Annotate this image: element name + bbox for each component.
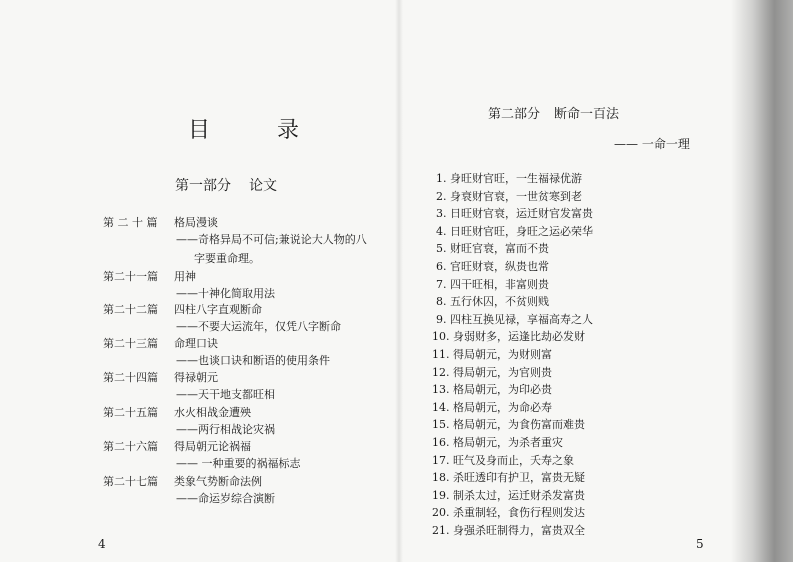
chapter-number: 第二十三篇 bbox=[103, 337, 158, 350]
rule-item: 10. 身弱财多，运逢比劫必发财 bbox=[432, 330, 585, 343]
chapter-subtitle: —— 一种重要的祸福标志 bbox=[176, 457, 301, 470]
chapter-number: 第二十四篇 bbox=[103, 371, 158, 384]
page-number-right: 5 bbox=[696, 537, 704, 551]
chapter-number: 第二十七篇 bbox=[103, 475, 158, 488]
rule-item: 18. 杀旺透印有护卫，富贵无疑 bbox=[432, 471, 585, 484]
part2-label: 第二部分 bbox=[488, 107, 541, 122]
rule-item: 2. 身衰财官衰，一世贫寒到老 bbox=[436, 190, 582, 203]
chapter-title: 用神 bbox=[174, 270, 196, 283]
chapter-title: 格局漫谈 bbox=[174, 216, 218, 229]
chapter-number: 第二十六篇 bbox=[103, 440, 158, 453]
chapter-subtitle: ——也谈口诀和断语的使用条件 bbox=[176, 354, 330, 367]
rule-item: 16. 格局朝元，为杀者重灾 bbox=[432, 436, 563, 449]
rule-item: 6. 官旺财衰，纵贵也常 bbox=[436, 260, 549, 273]
part1-title: 论文 bbox=[249, 178, 277, 194]
chapter-title: 水火相战金遭殃 bbox=[174, 406, 251, 419]
chapter-title: 四柱八字直观断命 bbox=[174, 303, 262, 316]
chapter-title: 类象气势断命法例 bbox=[174, 475, 262, 488]
part2-title: 断命一百法 bbox=[554, 107, 620, 122]
chapter-title: 得禄朝元 bbox=[174, 371, 218, 384]
chapter-number: 第二十五篇 bbox=[103, 406, 158, 419]
chapter-subtitle: 字要重命理。 bbox=[194, 252, 260, 265]
rule-item: 3. 日旺财官衰，运迁财官发富贵 bbox=[436, 207, 593, 220]
chapter-subtitle: ——不要大运流年，仅凭八字断命 bbox=[176, 320, 341, 333]
page-number-left: 4 bbox=[98, 537, 106, 551]
rule-item: 4. 日旺财官旺，身旺之运必荣华 bbox=[436, 225, 593, 238]
rule-item: 8. 五行休囚，不贫则贱 bbox=[436, 295, 549, 308]
chapter-subtitle: ——奇格异局不可信;兼说论大人物的八 bbox=[176, 233, 367, 246]
page-edge-shadow bbox=[731, 0, 793, 562]
toc-title: 目 录 bbox=[188, 118, 329, 143]
chapter-number: 第二十一篇 bbox=[103, 270, 158, 283]
right-page bbox=[400, 0, 793, 562]
part1-heading bbox=[175, 175, 277, 195]
rule-item: 14. 格局朝元，为命必寿 bbox=[432, 401, 552, 414]
rule-item: 17. 旺气及身而止，夭寿之象 bbox=[432, 454, 574, 467]
rule-item: 9. 四柱互换见禄，享福高寿之人 bbox=[436, 313, 593, 326]
rule-item: 1. 身旺财官旺，一生福禄优游 bbox=[436, 172, 582, 185]
rule-item: 12. 得局朝元，为官则贵 bbox=[432, 366, 552, 379]
chapter-title: 得局朝元论祸福 bbox=[174, 440, 251, 453]
rule-item: 21. 身强杀旺制得力，富贵双全 bbox=[432, 524, 585, 537]
rule-item: 19. 制杀太过，运迁财杀发富贵 bbox=[432, 489, 585, 502]
chapter-title: 命理口诀 bbox=[174, 337, 218, 350]
chapter-number: 第二十二篇 bbox=[103, 303, 158, 316]
chapter-number: 第 二 十 篇 bbox=[103, 216, 158, 229]
rule-item: 20. 杀重制轻，食伤行程则发达 bbox=[432, 506, 585, 519]
part1-label: 第一部分 bbox=[175, 178, 231, 194]
part2-subtitle: —— 一命一理 bbox=[614, 137, 690, 151]
rule-item: 11. 得局朝元，为财则富 bbox=[432, 348, 552, 361]
rule-item: 15. 格局朝元，为食伤富而难贵 bbox=[432, 418, 585, 431]
rule-item: 13. 格局朝元，为印必贵 bbox=[432, 383, 552, 396]
chapter-subtitle: ——命运岁综合演断 bbox=[176, 492, 275, 505]
rule-item: 7. 四干旺相，非富则贵 bbox=[436, 278, 549, 291]
chapter-subtitle: ——天干地支都旺相 bbox=[176, 388, 275, 401]
chapter-subtitle: ——十神化简取用法 bbox=[176, 287, 275, 300]
chapter-subtitle: ——两行相战论灾祸 bbox=[176, 423, 275, 436]
rule-item: 5. 财旺官衰，富而不贵 bbox=[436, 242, 549, 255]
part2-heading bbox=[488, 103, 619, 122]
